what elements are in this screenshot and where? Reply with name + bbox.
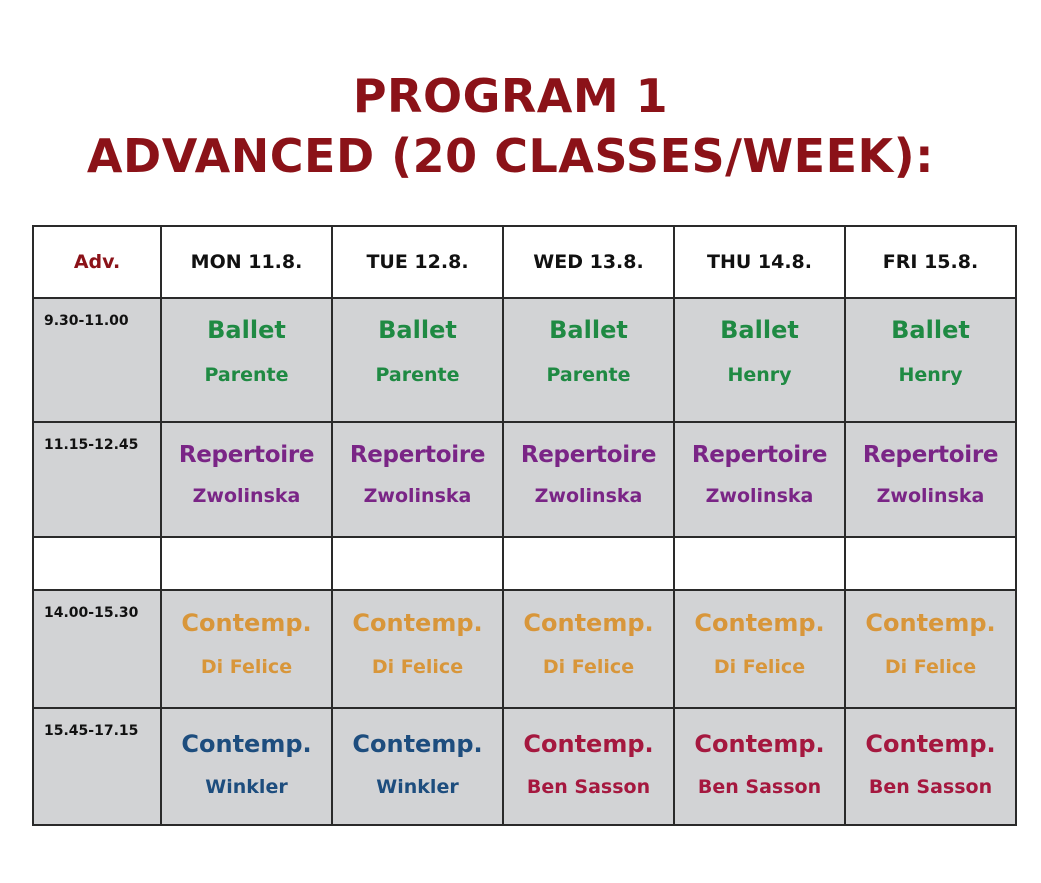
class-name: Contemp.	[865, 730, 996, 758]
teacher-name: Di Felice	[884, 656, 977, 678]
teacher-name: Zwolinska	[876, 485, 985, 507]
class-cell	[161, 422, 332, 537]
time-label: 14.00-15.30	[44, 605, 139, 621]
schedule-table	[32, 225, 1017, 826]
empty-cell	[845, 537, 1016, 590]
corner-cell	[33, 226, 161, 298]
class-name: Contemp.	[352, 730, 483, 758]
class-cell	[845, 590, 1016, 708]
class-cell	[332, 422, 503, 537]
empty-cell	[332, 537, 503, 590]
time-slot-row	[33, 708, 1016, 825]
corner-label: Adv.	[73, 251, 121, 273]
class-name: Repertoire	[349, 442, 486, 468]
header-row	[33, 226, 1016, 298]
time-cell	[33, 590, 161, 708]
teacher-name: Zwolinska	[705, 485, 814, 507]
time-label: 9.30-11.00	[44, 313, 129, 329]
class-name: Contemp.	[352, 609, 483, 637]
class-cell	[161, 590, 332, 708]
teacher-name: Henry	[898, 364, 963, 386]
teacher-name: Di Felice	[713, 656, 806, 678]
teacher-name: Ben Sasson	[868, 776, 993, 798]
class-cell	[845, 422, 1016, 537]
day-label: FRI 15.8.	[882, 251, 979, 273]
teacher-name: Ben Sasson	[697, 776, 822, 798]
time-slot-row	[33, 298, 1016, 422]
class-cell	[845, 298, 1016, 422]
class-cell	[674, 298, 845, 422]
teacher-name: Di Felice	[200, 656, 293, 678]
teacher-name: Winkler	[205, 776, 288, 798]
class-name: Contemp.	[694, 730, 825, 758]
class-cell	[332, 708, 503, 825]
class-cell	[845, 708, 1016, 825]
teacher-name: Winkler	[376, 776, 459, 798]
time-label: 11.15-12.45	[44, 437, 139, 453]
teacher-name: Di Felice	[542, 656, 635, 678]
teacher-name: Ben Sasson	[526, 776, 651, 798]
empty-cell	[674, 537, 845, 590]
day-label: MON 11.8.	[190, 251, 303, 273]
lunch-break-row	[33, 537, 1016, 590]
teacher-name: Zwolinska	[363, 485, 472, 507]
teacher-name: Di Felice	[371, 656, 464, 678]
class-name: Contemp.	[181, 730, 312, 758]
class-name: Ballet	[891, 316, 970, 344]
class-cell	[332, 590, 503, 708]
day-header-tue	[332, 226, 503, 298]
time-slot-row	[33, 590, 1016, 708]
class-name: Contemp.	[694, 609, 825, 637]
class-name: Contemp.	[181, 609, 312, 637]
day-label: WED 13.8.	[533, 251, 644, 273]
time-label: 15.45-17.15	[44, 723, 139, 739]
class-name: Repertoire	[520, 442, 657, 468]
teacher-name: Zwolinska	[192, 485, 301, 507]
teacher-name: Parente	[546, 364, 631, 386]
time-cell	[33, 422, 161, 537]
time-cell	[33, 708, 161, 825]
empty-cell	[33, 537, 161, 590]
class-cell	[503, 298, 674, 422]
class-cell	[503, 590, 674, 708]
class-name: Contemp.	[523, 730, 654, 758]
class-cell	[674, 422, 845, 537]
teacher-name: Henry	[727, 364, 792, 386]
class-name: Ballet	[207, 316, 286, 344]
class-cell	[161, 708, 332, 825]
time-slot-row	[33, 422, 1016, 537]
class-cell	[332, 298, 503, 422]
time-cell	[33, 298, 161, 422]
teacher-name: Parente	[375, 364, 460, 386]
class-cell	[674, 708, 845, 825]
class-name: Contemp.	[523, 609, 654, 637]
empty-cell	[161, 537, 332, 590]
class-name: Ballet	[720, 316, 799, 344]
class-name: Ballet	[549, 316, 628, 344]
class-cell	[161, 298, 332, 422]
class-name: Repertoire	[862, 442, 999, 468]
class-name: Repertoire	[178, 442, 315, 468]
page-title-line1: PROGRAM 1	[352, 69, 669, 123]
page-title-line2: ADVANCED (20 CLASSES/WEEK):	[86, 129, 935, 183]
day-label: THU 14.8.	[706, 251, 812, 273]
day-header-wed	[503, 226, 674, 298]
teacher-name: Parente	[204, 364, 289, 386]
class-name: Repertoire	[691, 442, 828, 468]
class-name: Ballet	[378, 316, 457, 344]
class-name: Contemp.	[865, 609, 996, 637]
class-cell	[674, 590, 845, 708]
class-cell	[503, 708, 674, 825]
class-cell	[503, 422, 674, 537]
teacher-name: Zwolinska	[534, 485, 643, 507]
day-label: TUE 12.8.	[366, 251, 469, 273]
day-header-mon	[161, 226, 332, 298]
empty-cell	[503, 537, 674, 590]
day-header-fri	[845, 226, 1016, 298]
day-header-thu	[674, 226, 845, 298]
